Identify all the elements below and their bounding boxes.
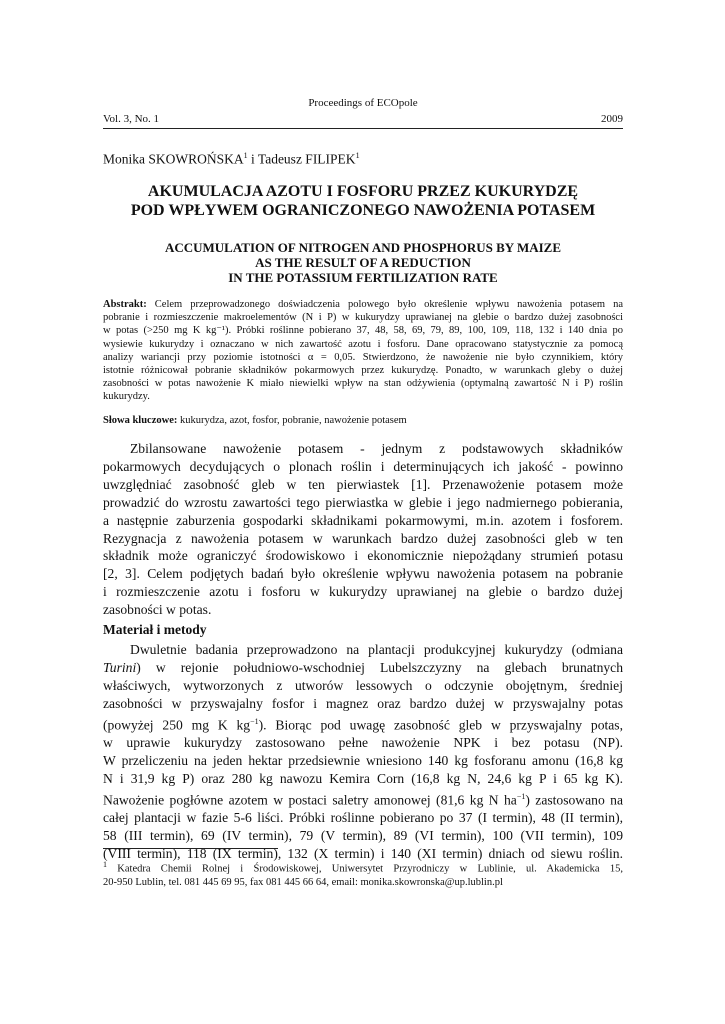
- abstract-line: zasobności w potas nawożenie K miało niewielki wpływ na stan odżywienia (optymalną zawartość N i P) roślin: [103, 378, 623, 390]
- title-english: [103, 240, 623, 285]
- footnote-line: 20-950 Lublin, tel. 081 445 69 95, fax 081 445 66 64, email: monika.skowronska@up.lublin.pl: [103, 876, 503, 888]
- paragraph-line: zasobności w przyswajalny fosfor i magnez oraz bardzo dużej w przyswajalny potas: [103, 695, 623, 711]
- abstract-line: Abstrakt: Celem przeprowadzonego doświadczenia polowego było określenie wpływu nawożenia potasem na: [103, 299, 623, 310]
- footnote-line: $^1$ Katedra Chemii Rolnej i Środowiskowej, Uniwersytet Przyrodniczy w Lublinie, ul. Akademicka 15,: [103, 860, 623, 875]
- keywords: [103, 414, 623, 427]
- author-2: i Tadeusz FILIPEK: [247, 151, 356, 167]
- cultivar-name: Turini: [103, 659, 137, 675]
- paragraph-line: zasobności w potas.: [103, 602, 212, 618]
- paragraph-line: pokarmowych decydujących o plonach roślin i determinujących ich jakość - powinno: [103, 458, 623, 474]
- title-polish-line: POD WPŁYWEM OGRANICZONEGO NAWOŻENIA POTASEM: [130, 202, 596, 219]
- paragraph-line: i rozmieszczenie azotu i fosforu w kukurydzy uprawianej na glebie o bardzo dużej: [103, 584, 623, 600]
- paragraph-line: w uprawie kukurydzy zastosowano pełne nawożenie NPK i bez potasu (NP).: [103, 735, 623, 751]
- paragraph-line: W przeliczeniu na jeden hektar przedsiewnie wniesiono 140 kg fosforanu amonu (16,8 kg: [103, 752, 623, 768]
- paragraph-line: właściwych, wytworzonych z utworów lessowych o odczynie obojętnym, średniej: [103, 677, 623, 693]
- abstract-line: analizy wariancji przy poziomie istotności α = 0,05. Stwierdzono, że nawożenie nie było czynnikiem, który: [103, 351, 623, 363]
- paragraph-line: a następnie zaburzenia gospodarki składnikami pokarmowymi, m.in. azotem i fosforem.: [103, 512, 623, 528]
- footnote-rule: [103, 848, 278, 849]
- paragraph-line: całej plantacji w fazie 5-6 liści. Próbki roślinne pobierano po 37 (I termin), 48 (II termin),: [103, 810, 623, 826]
- author-1: Monika SKOWROŃSKA: [103, 151, 244, 167]
- section-heading: Materiał i metody: [103, 622, 207, 637]
- volume-line: [103, 113, 623, 125]
- abstract-line: w potas (>250 mg K kg⁻¹). Próbki roślinne pobierano 37, 48, 58, 69, 79, 89, 100, 109, 118, 132 i 140 dnia po: [103, 325, 623, 337]
- paragraph-line: Turini) w rejonie południowo-wschodniej Lubelszczyzny na glebach brunatnych: [103, 659, 623, 675]
- publication-year: 2009: [601, 113, 623, 125]
- footnote: [103, 858, 623, 889]
- author-2-affiliation-mark: 1: [355, 151, 360, 160]
- header-rule: [103, 128, 623, 129]
- paragraph-line: [2, 3]. Celem podjętych badań było określenie wpływu nawożenia potasem na pobranie: [103, 566, 623, 582]
- journal-running-head: Proceedings of ECOpole: [308, 97, 418, 109]
- abstract-line: kukurydzy.: [103, 391, 150, 403]
- methods-paragraph: [103, 641, 623, 863]
- title-polish: [103, 182, 623, 220]
- paragraph-line: N i 31,9 kg P) oraz 280 kg nawozu Kemira Corn (16,8 kg N, 24,6 kg P i 65 kg K).: [103, 770, 623, 786]
- paragraph-line: Zbilansowane nawożenie potasem - jednym z podstawowych składników: [130, 441, 623, 456]
- abstract-line: istotnie różnicował pobranie składników pokarmowych przez kukurydzę. Ponadto, w warunkach gleby o dużej: [103, 365, 623, 377]
- title-polish-line: AKUMULACJA AZOTU I FOSFORU PRZEZ KUKURYDZĘ: [147, 183, 579, 200]
- paragraph-line: 58 (III termin), 69 (IV termin), 79 (V termin), 89 (VI termin), 100 (VII termin), 109: [103, 828, 623, 844]
- paragraph-line: (powyżej 250 mg K $kg^{-1}$). Biorąc pod uwagę zasobność gleb w przyswajalny potas,: [103, 716, 623, 733]
- paragraph-line: Nawożenie pogłówne azotem w postaci saletry amonowej (81,6 kg N $ha^{-1}$) zastosowano na: [103, 791, 623, 808]
- footnote-mark: 1: [103, 860, 107, 869]
- author-line: [103, 151, 360, 168]
- abstract-line: pobranie i rozmieszczenie makroelementów (N i P) w kukurydzy uprawianej na glebie o bardzo dużej zasobności: [103, 312, 623, 324]
- keywords-text: kukurydza, azot, fosfor, pobranie, nawożenie potasem: [177, 415, 407, 426]
- abstract-label: Abstrakt:: [103, 299, 147, 310]
- paragraph-line: (VIII termin), 118 (IX termin), 132 (X termin) i 140 (XI termin) dniach od siewu roślin.: [103, 846, 623, 862]
- paragraph-line: składnik może ograniczyć środowiskowo i ekonomicznie niepożądany strumień potasu: [103, 548, 623, 564]
- paragraph-line: uwzględniać zasobność gleb w ten pierwiastek [1]. Przenawożenie potasem może: [103, 476, 623, 492]
- paragraph-line: prowadzić do wzrostu zawartości tego pierwiastka w glebie i jego nadmiernego pobierania,: [103, 494, 623, 510]
- author-1-affiliation-mark: 1: [243, 151, 248, 160]
- title-english-line: ACCUMULATION OF NITROGEN AND PHOSPHORUS BY MAIZE: [164, 240, 562, 255]
- title-english-line: IN THE POTASSIUM FERTILIZATION RATE: [228, 270, 498, 285]
- keywords-label: Słowa kluczowe:: [103, 415, 178, 426]
- introduction-paragraph: [103, 440, 623, 619]
- abstract: [103, 298, 623, 404]
- abstract-line: wysiewie kukurydzy i oznaczano w nich zawartość azotu i fosforu. Dane opracowano statystycznie za pomocą: [103, 338, 623, 350]
- paragraph-line: Rezygnacja z nawożenia potasem w warunkach bardzo dużej zasobności gleb w ten: [103, 530, 623, 546]
- volume-number: Vol. 3, No. 1: [103, 113, 160, 125]
- title-english-line: AS THE RESULT OF A REDUCTION: [255, 255, 471, 270]
- paragraph-line: Dwuletnie badania przeprowadzono na plantacji produkcyjnej kukurydzy (odmiana: [130, 642, 623, 657]
